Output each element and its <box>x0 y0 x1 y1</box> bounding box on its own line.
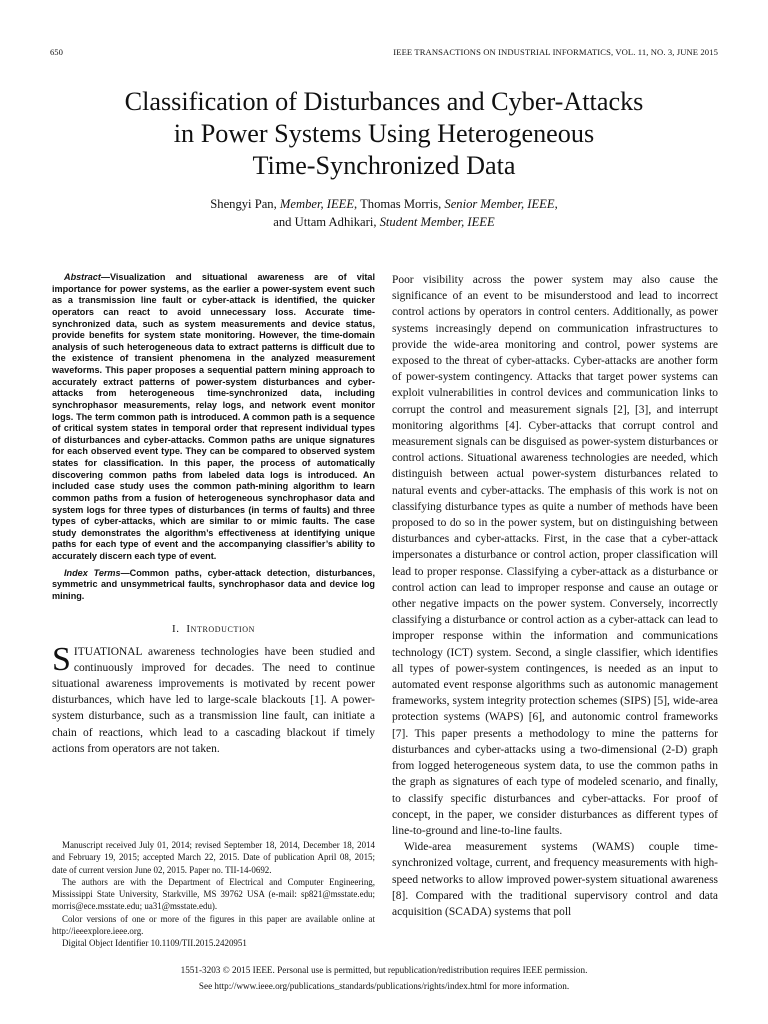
drop-cap: S <box>52 640 71 678</box>
index-terms <box>52 568 375 603</box>
abstract-label: Abstract <box>64 272 101 282</box>
paper-title <box>40 86 728 182</box>
right-column <box>392 272 718 920</box>
footnotes <box>52 839 375 950</box>
body-paragraph-2: Wide-area measurement systems (WAMS) couple time-synchronized voltage, current, and frequency measurements with high-speed networks to allow improved power-system situational awareness [8]. Compared with the traditional supervisory control and data acquisition (SCADA) systems that poll <box>392 841 718 918</box>
author-line-2 <box>40 214 728 232</box>
index-terms-text: —Common paths, cyber-attack detection, disturbances, symmetric and unsymmetrical faults, synchrophasor data and device log mining. <box>52 567 375 601</box>
author-name-3: and Uttam Adhikari, <box>273 214 380 229</box>
section-number: I. <box>172 622 180 635</box>
journal-header: IEEE TRANSACTIONS ON INDUSTRIAL INFORMATICS, VOL. 11, NO. 3, JUNE 2015 <box>393 47 718 57</box>
abstract <box>52 272 375 563</box>
footnote-authors: The authors are with the Department of Electrical and Computer Engineering, Mississippi State University, Starkville, MS 39762 USA (e-mail: sp821@msstate.edu; morris@ece.msstate.edu; ua31@msstate.edu). <box>52 876 375 912</box>
copyright-line-2: See http://www.ieee.org/publications_standards/publications/rights/index.html for more information. <box>198 980 570 991</box>
running-head <box>50 47 718 61</box>
abstract-text: —Visualization and situational awareness are of vital importance for power systems, as the earlier a power-system event such as a transmission line fault or cyber-attack is identified, the quicker operators can react to avoid unnecessary loss. Accurate time-synchronized data, such as system measurements and device status, provide benefits for system state monitoring. However, the time-domain analysis of such heterogeneous data to extract patterns is difficult due to the existence of transient phenomena in the analyzed measurement waveforms. This paper proposes a sequential pattern mining approach to accurately extract patterns of power-system disturbances and cyber-attacks from heterogeneous time-synchronized data, including synchrophasor measurements, relay logs, and network event monitor logs. The term common path is introduced. A common path is a sequence of critical system states in temporal order that represent individual types of disturbances and cyber-attacks. Common paths are unique signatures for each observed event type. They can be compared to observed system states for classification. In this paper, the process of automatically discovering common paths from labeled data logs is introduced. An included case study uses the common path-mining algorithm to learn common paths from a fusion of heterogeneous synchrophasor data and system logs for three types of disturbances (in terms of faults) and three types of cyber-attacks, which are similar to or mimic faults. The case study demonstrates the algorithm’s effectiveness at identifying unique paths for each type of event and the accompanying classifier’s ability to accurately discern each type of event. <box>52 272 375 561</box>
section-heading <box>52 623 375 635</box>
intro-paragraph <box>52 640 375 757</box>
page-number: 650 <box>50 47 63 57</box>
author-affiliation-1: Member, IEEE <box>279 197 355 211</box>
copyright-notice <box>40 963 728 994</box>
author-affiliation-3: Student Member, IEEE <box>379 214 495 229</box>
author-name-1: Shengyi Pan, <box>210 197 280 211</box>
title-line-1: Classification of Disturbances and Cyber-Attacks <box>124 87 644 116</box>
intro-text: awareness technologies have been studied and continuously improved for decades. The need to continue situational awareness improvements is motivated by recent power disturbances, which have led to large-scale blackouts [1]. A power-system disturbance, such as a transmission line fault, can initiate a chain of reactions, which lead to a cascading blackout if timely actions from operators are not taken. <box>52 645 375 755</box>
author-separator: , <box>554 197 558 211</box>
body-paragraph-1: Poor visibility across the power system may also cause the significance of an event to be misunderstood and lead to incorrect control actions by operators in control centers. Additionally, as power systems increasingly depend on communication infrastructures to provide the wide-area monitoring and control, power systems are exposed to the threat of cyber-attacks. Cyber-attacks are another form of power-system contingency. Attacks that target power systems can exploit vulnerabilities in control devices and communication links to corrupt the control and measurement signals [2], [3], and interrupt monitoring algorithms [4]. Cyber-attacks that corrupt control and measurement signals can be disguised as power-system disturbances or control actions. Situational awareness technologies are needed, which distinguish between actual power-system disturbances related to natural events and cyber-attacks. The emphasis of this work is not on classifying disturbance types as quite a number of methods have been proposed to do so in the power system, but on distinguishing between disturbances and cyber-attacks. First, in the case that a cyber-attack impersonates a disturbance or control action, proper classification will lead to proper response. Classifying a cyber-attack as a disturbance or control action can lead to improper response and cause an outage or other negative impacts on the power system. Conversely, incorrectly classifying a disturbance or control action as a cyber-attack can lead to improper response within the information and communications technology (ICT) system. Second, a single classifier, which identifies all types of power-system contingences, is needed as an input to automated event response algorithms such as autonomic management frameworks, system integrity protection schemes (SIPS) [5], wide-area protection systems (WAPS) [6], and autonomic control frameworks [7]. This paper presents a methodology to mine the patterns for disturbances and cyber-attacks using a two-dimensional (2-D) graph from logged heterogeneous system data, to use the common paths in the graph as signatures of each type of modeled scenario, and finally, to classify specific disturbances and cyber-attacks. For proof of concept, in the paper, we consider disturbances as different types of line-to-ground and line-to-line faults. <box>392 274 718 837</box>
title-line-2: in Power Systems Using Heterogeneous <box>173 119 595 148</box>
section-title: Introduction <box>186 622 255 635</box>
author-affiliation-2: Senior Member, IEEE <box>444 197 555 211</box>
index-terms-label: Index Terms <box>64 567 121 578</box>
copyright-line-1: 1551-3203 © 2015 IEEE. Personal use is permitted, but republication/redistribution requires IEEE permission. <box>180 965 588 975</box>
author-line-1 <box>40 196 728 214</box>
title-line-3: Time-Synchronized Data <box>252 151 516 180</box>
footnote-color: Color versions of one or more of the figures in this paper are available online at http://ieeexplore.ieee.org. <box>52 913 375 937</box>
intro-first-word: ITUATIONAL <box>73 645 143 658</box>
author-name-2: , Thomas Morris, <box>354 197 445 211</box>
footnote-manuscript: Manuscript received July 01, 2014; revised September 18, 2014, December 18, 2014 and February 19, 2015; accepted March 22, 2015. Date of publication April 08, 2015; date of current version June 02, 2015. Paper no. TII-14-0692. <box>52 840 375 875</box>
left-column <box>52 272 375 757</box>
author-list <box>40 196 728 231</box>
footnote-doi: Digital Object Identifier 10.1109/TII.2015.2420951 <box>62 938 247 949</box>
